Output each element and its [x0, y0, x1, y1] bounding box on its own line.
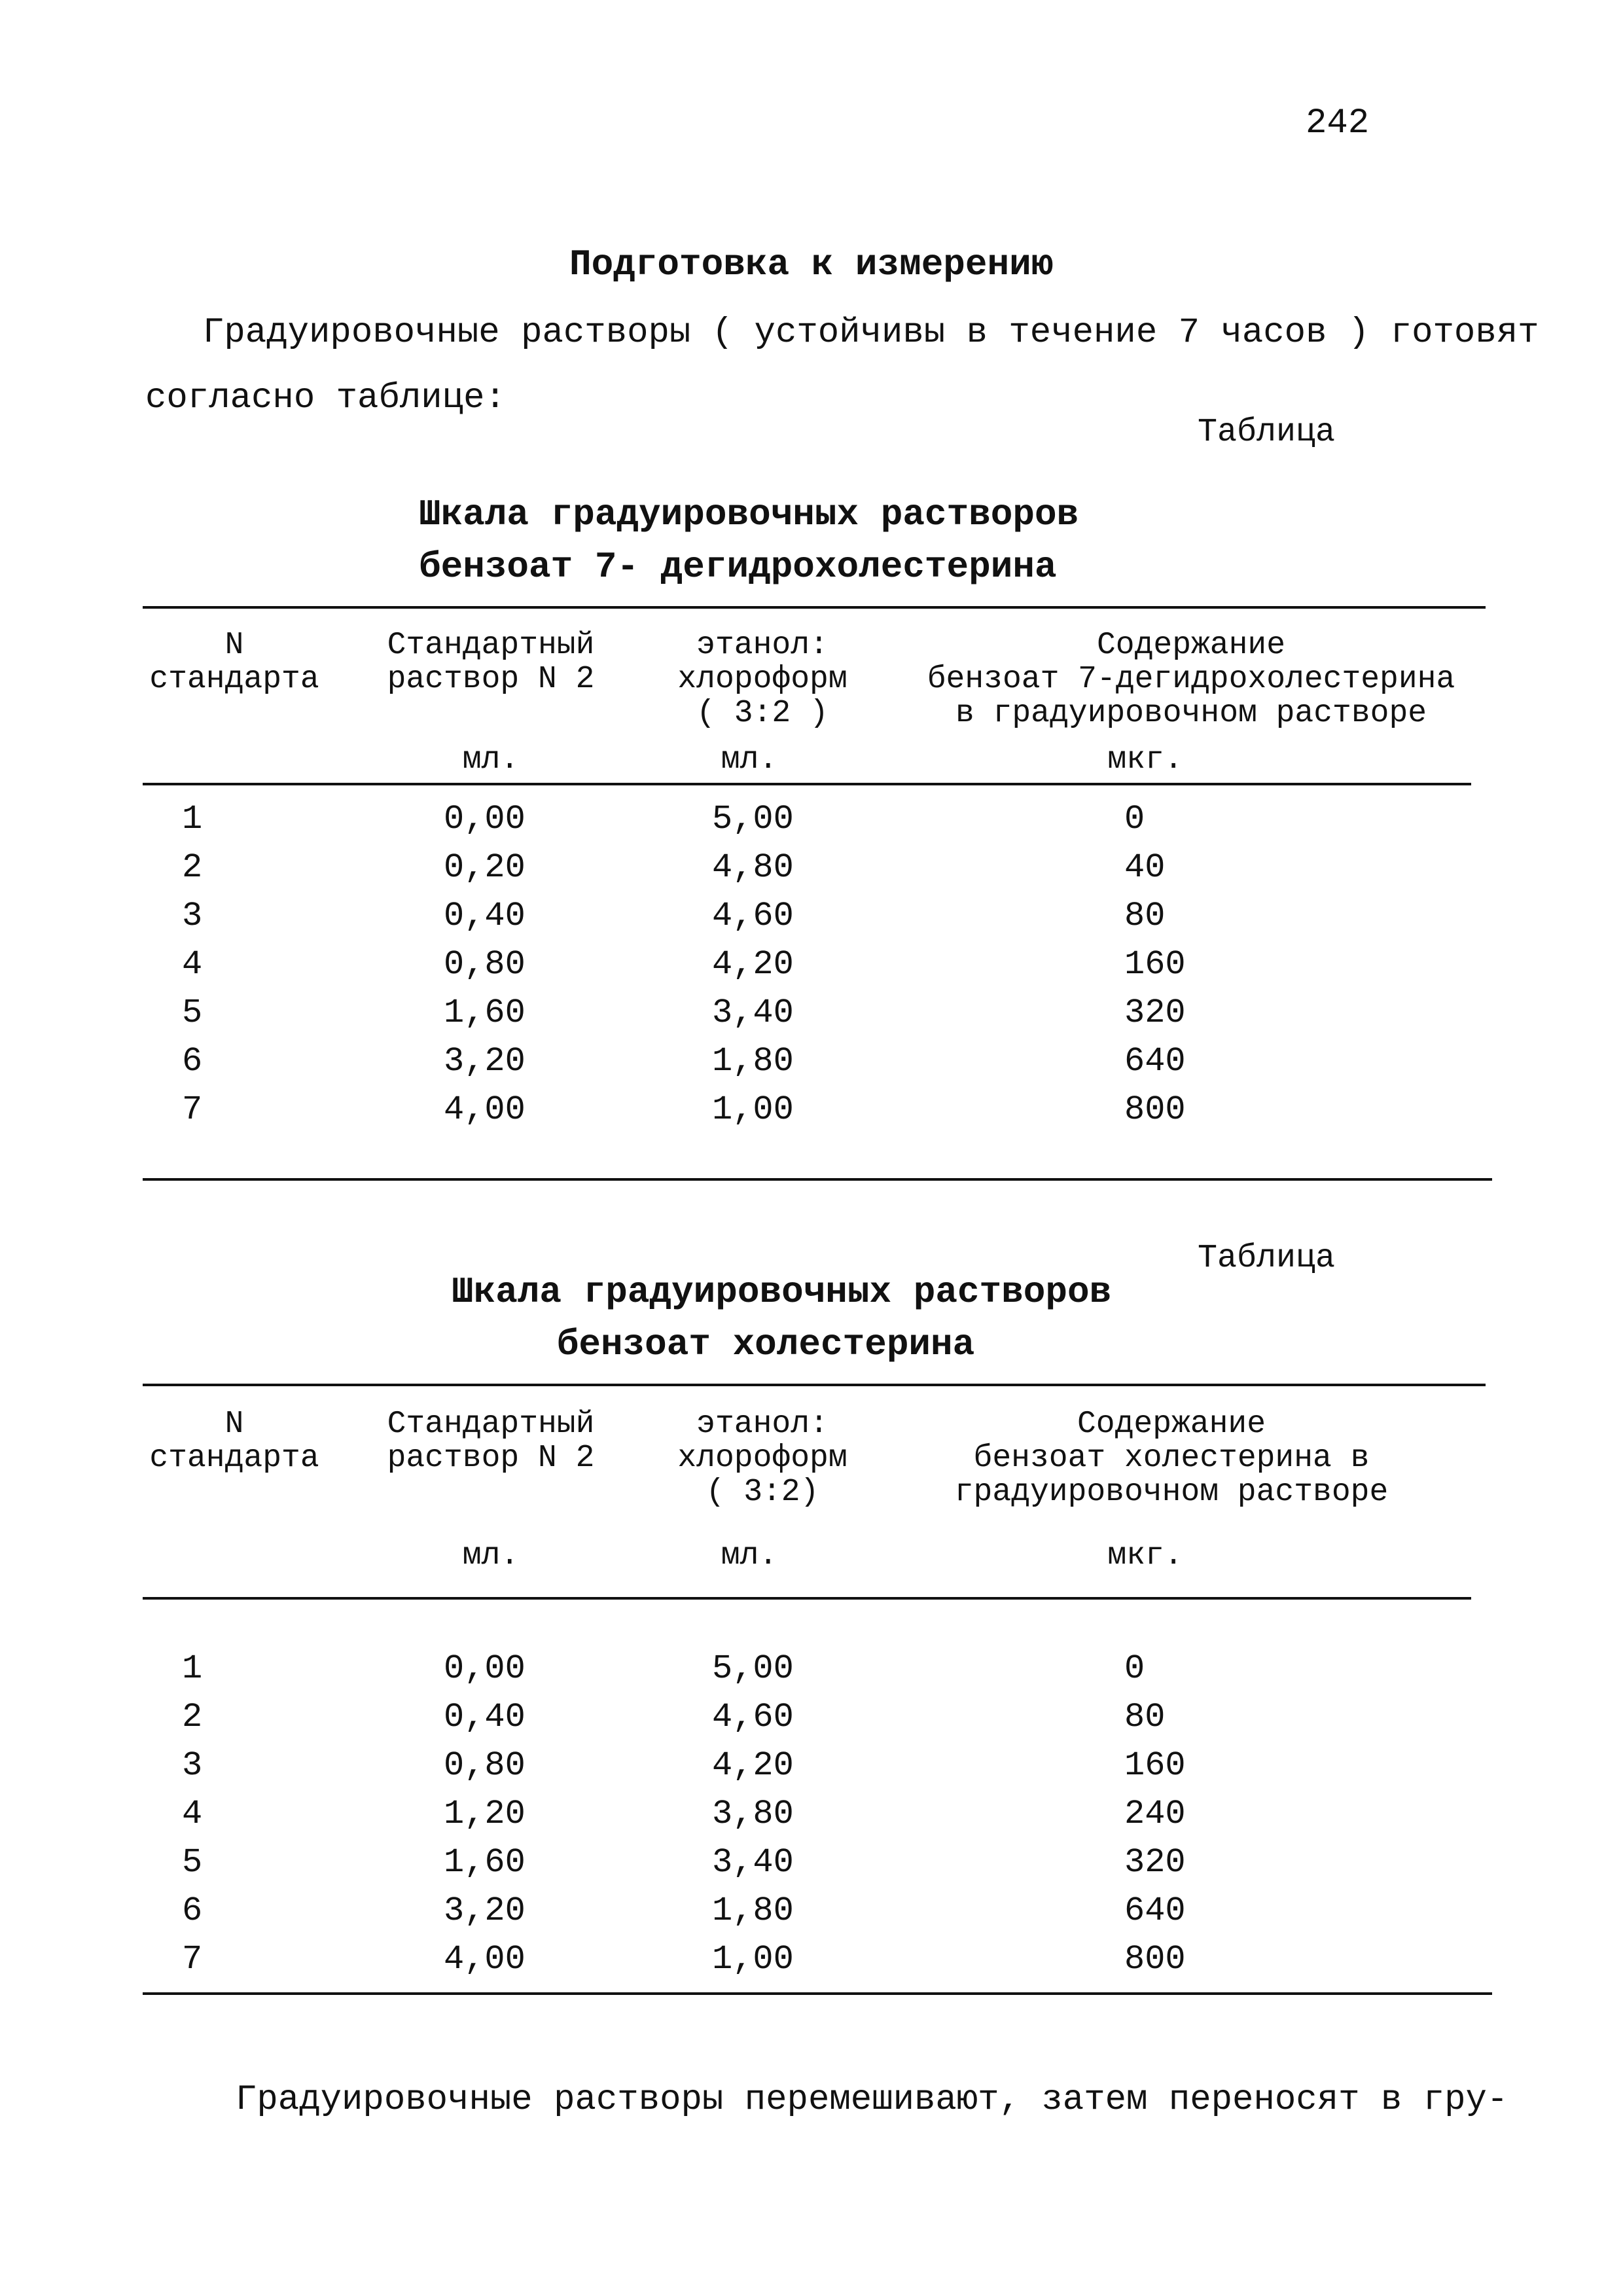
intro-line-1: Градуировочные растворы ( устойчивы в течение 7 часов ) готовят: [203, 313, 1539, 353]
table-1-bottom-rule: [143, 1178, 1492, 1181]
table-row: 3 0,80 4,20 160: [182, 1746, 1186, 1785]
table-1-label: Таблица: [1198, 414, 1336, 451]
table-2-unit-ml-2: мл.: [721, 1538, 778, 1573]
table-1-title: [419, 488, 1079, 593]
table-row: 6 3,20 1,80 640: [182, 1892, 1186, 1930]
table-1-title-line-2: бензоат 7- дегидрохолестерина: [419, 546, 1057, 588]
table-2-unit-ml-1: мл.: [462, 1538, 520, 1573]
table-1-header-standard: Стандартный раствор N 2: [387, 628, 595, 697]
table-2-title-line-2: бензоат холестерина: [556, 1323, 975, 1365]
table-row: 2 0,20 4,80 40: [182, 848, 1166, 887]
table-1-header-ethanol: этанол: хлороформ ( 3:2 ): [677, 628, 847, 731]
table-row: 5 1,60 3,40 320: [182, 994, 1186, 1032]
table-2-header-standard: Стандартный раствор N 2: [387, 1407, 595, 1476]
table-2-title-line-1: Шкала градуировочных растворов: [452, 1271, 1112, 1313]
table-1-unit-ml-2: мл.: [721, 742, 778, 778]
final-paragraph: Градуировочные растворы перемешивают, затем переносят в гру-: [236, 2080, 1508, 2120]
table-2-unit-mcg: мкг.: [1107, 1538, 1183, 1573]
table-row: 1 0,00 5,00 0: [182, 1649, 1145, 1688]
table-row: 3 0,40 4,60 80: [182, 897, 1166, 935]
table-2-label: Таблица: [1198, 1240, 1336, 1277]
table-row: 4 1,20 3,80 240: [182, 1795, 1186, 1833]
table-row: 5 1,60 3,40 320: [182, 1843, 1186, 1882]
table-1-title-line-1: Шкала градуировочных растворов: [419, 493, 1079, 535]
table-2-header-content: Содержание бензоат холестерина в градуировочном растворе: [954, 1407, 1389, 1510]
table-1-header-content: Содержание бензоат 7-дегидрохолестерина в градуировочном растворе: [927, 628, 1455, 731]
table-1-unit-ml-1: мл.: [462, 742, 520, 778]
table-2-body: [143, 1649, 1492, 1988]
table-row: 7 4,00 1,00 800: [182, 1940, 1186, 1979]
intro-line-2: согласно таблице:: [145, 378, 506, 418]
table-row: 2 0,40 4,60 80: [182, 1698, 1166, 1736]
table-1-unit-mcg: мкг.: [1107, 742, 1183, 778]
table-2-header-ethanol: этанол: хлороформ ( 3:2): [677, 1407, 847, 1510]
table-2-title: [452, 1266, 1112, 1371]
table-2-bottom-rule: [143, 1992, 1492, 1995]
table-1-body: [143, 800, 1492, 1139]
table-1-top-rule: [143, 606, 1486, 609]
table-row: 6 3,20 1,80 640: [182, 1042, 1186, 1081]
table-2-top-rule: [143, 1384, 1486, 1386]
page-number: 242: [1306, 103, 1370, 143]
table-1-header-rule: [143, 783, 1471, 785]
table-row: 1 0,00 5,00 0: [182, 800, 1145, 838]
table-row: 4 0,80 4,20 160: [182, 945, 1186, 984]
table-row: 7 4,00 1,00 800: [182, 1090, 1186, 1129]
table-2-header-number: N стандарта: [149, 1407, 319, 1476]
table-1-header-number: N стандарта: [149, 628, 319, 697]
section-heading: Подготовка к измерению: [569, 243, 1054, 285]
table-2-header-rule: [143, 1597, 1471, 1600]
